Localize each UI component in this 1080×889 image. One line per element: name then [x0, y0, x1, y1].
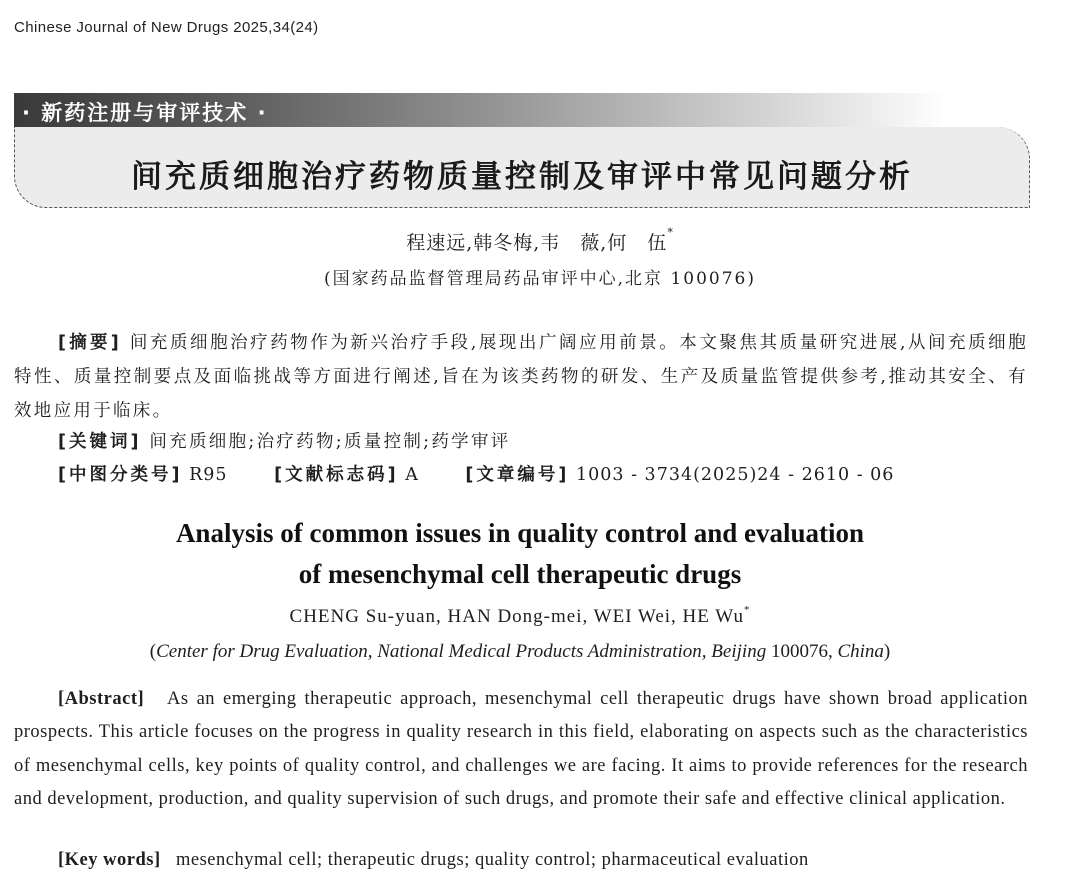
cn-abstract-label: [摘要]: [58, 333, 122, 353]
cn-keywords: [58, 428, 511, 453]
en-title-line-2: of mesenchymal cell therapeutic drugs: [298, 559, 742, 589]
doc-code-value: A: [405, 465, 419, 485]
en-title-line-1: Analysis of common issues in quality control and evaluation: [175, 518, 865, 548]
cn-abstract: [14, 326, 1028, 428]
en-affiliation: [0, 641, 1040, 663]
en-keywords-label: [Key words]: [58, 850, 161, 870]
en-affiliation-open: (: [149, 641, 157, 662]
doc-code-label: [文献标志码]: [274, 465, 399, 485]
en-affiliation-close: ): [883, 641, 891, 662]
en-author-names: CHENG Su-yuan, HAN Dong-mei, WEI Wei, HE Wu: [289, 606, 744, 627]
corresponding-author-mark: *: [667, 226, 674, 239]
cn-classification-line: [58, 461, 894, 486]
en-affiliation-country: China: [837, 641, 884, 662]
en-abstract-label: [Abstract]: [58, 689, 145, 709]
en-corresponding-author-mark: *: [743, 604, 751, 616]
en-title: [0, 513, 1040, 595]
en-keywords-text: mesenchymal cell; therapeutic drugs; quality control; pharmaceutical evaluation: [175, 850, 809, 870]
en-affiliation-org: Center for Drug Evaluation, National Medical Products Administration, Beijing: [156, 641, 767, 662]
title-box: [14, 127, 1030, 208]
cn-affiliation: (国家药品监督管理局药品审评中心,北京 100076): [324, 269, 756, 289]
cn-title: 间充质细胞治疗药物质量控制及审评中常见问题分析: [131, 159, 913, 195]
class-label: [中图分类号]: [58, 465, 183, 485]
article-no-label: [文章编号]: [465, 465, 570, 485]
class-value: R95: [189, 465, 228, 485]
cn-keywords-label: [关键词]: [58, 432, 142, 452]
en-authors: [0, 606, 1040, 628]
cn-authors: [0, 228, 1080, 255]
en-abstract: [14, 683, 1028, 816]
journal-header: Chinese Journal of New Drugs 2025,34(24): [14, 19, 319, 36]
column-banner: [14, 93, 1030, 127]
cn-keywords-text: 间充质细胞;治疗药物;质量控制;药学审评: [149, 432, 511, 452]
column-label: · 新药注册与审评技术 ·: [22, 101, 268, 125]
article-no-value: 1003 - 3734(2025)24 - 2610 - 06: [575, 465, 895, 485]
en-abstract-text: As an emerging therapeutic approach, mesenchymal cell therapeutic drugs have shown broad application prospects. This article focuses on the progress in quality research in this field, elaborating on aspects such as the characteristics of mesenchymal cells, key points of quality control, and challenges we are facing. It aims to provide references for the research and development, production, and quality supervision of such drugs, and promote their safe and effective clinical application.: [14, 689, 1028, 809]
cn-author-names: 程速远,韩冬梅,韦 薇,何 伍: [406, 232, 668, 254]
en-affiliation-code: 100076,: [766, 641, 838, 662]
cn-abstract-text: 间充质细胞治疗药物作为新兴治疗手段,展现出广阔应用前景。本文聚焦其质量研究进展,从间充质细胞特性、质量控制要点及面临挑战等方面进行阐述,旨在为该类药物的研发、生产及质量监管提供参考,推动其安全、有效地应用于临床。: [14, 333, 1029, 421]
en-keywords: [58, 850, 809, 871]
